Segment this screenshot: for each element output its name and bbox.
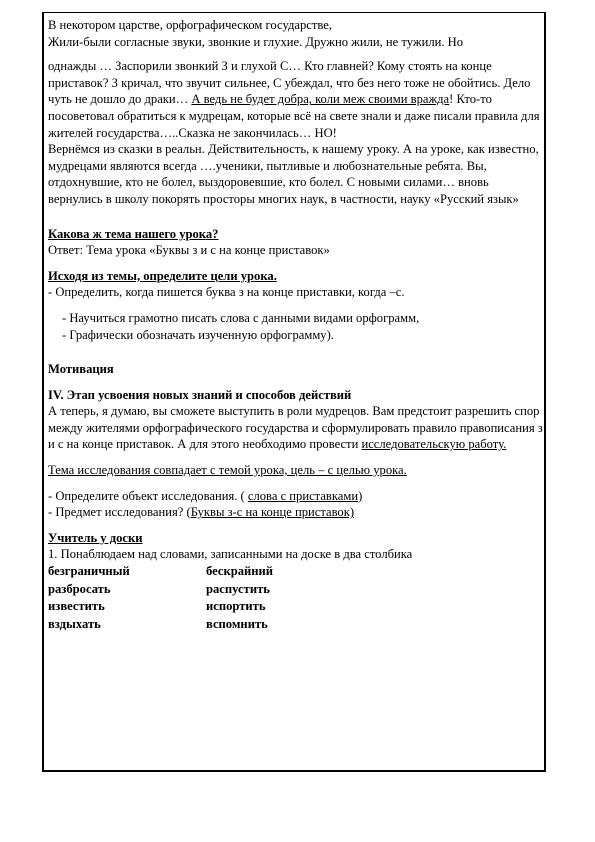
research-work: исследовательскую работу. <box>361 437 507 452</box>
teacher-heading: Учитель у доски <box>48 530 143 545</box>
research-object-answer: слова с приставками) <box>247 488 363 503</box>
word-item: испортить <box>206 599 266 614</box>
goal-3: - Графически обозначать изученную орфограмму). <box>62 327 334 342</box>
story-paragraph <box>48 58 543 141</box>
document-body <box>48 17 543 632</box>
word-item: распустить <box>206 581 270 596</box>
question-topic: Какова ж тема нашего урока? <box>48 226 219 241</box>
word-item: вздыхать <box>48 616 101 631</box>
research-subject-answer: Буквы з-с на конце приставок) <box>190 505 355 520</box>
question-goals: Исходя из темы, определите цели урока. <box>48 268 277 283</box>
word-columns <box>48 563 543 632</box>
stage-heading: IV. Этап усвоения новых знаний и способов действий <box>48 387 352 402</box>
research-object-label: - Определите объект исследования. ( <box>48 488 248 503</box>
goal-1: - Определить, когда пишется буква з на конце приставки, когда –с. <box>48 285 405 300</box>
research-object <box>48 488 543 505</box>
research-text: А теперь, я думаю, вы сможете выступить в роли мудрецов. Вам предстоит разрешить спор между жителями орфографического государства и сформулировать правило правописания з и с на конце приставок. А для этого необходимо провести <box>48 404 543 452</box>
word-item: вспомнить <box>206 616 268 631</box>
word-item: безграничный <box>48 564 130 579</box>
intro-line-2: Жили-были согласные звуки, звонкие и глухие. Дружно жили, не тужили. Но <box>48 34 464 49</box>
return-paragraph: Вернёмся из сказки в реальн. Действительность, к нашему уроку. А на уроке, как известно, мудрецами являются всегда ….ученики, пытливые и любознательные ребята. Вы, отдохнувшие, кто не болел, выздоровевшие, кто болел. С новыми силами… вновь вернулись в школу покорять просторы многих наук, в частности, науку «Русский язык» <box>48 142 539 206</box>
goal-2: - Научиться грамотно писать слова с данными видами орфограмм, <box>62 310 420 325</box>
story-proverb: А ведь не будет добра, коли меж своими вражда <box>191 92 450 107</box>
motivation-heading: Мотивация <box>48 362 114 377</box>
story-text-a: однажды … Заспорили звонкий З и глухой С… Кто главней? Кому стоять на конце приставок? З кричал, что звучит сильнее, С убеждал, что без него тоже не обойтись. Дело чуть не дошло до драки… <box>48 59 531 107</box>
answer-topic: Ответ: Тема урока «Буквы з и с на конце приставок» <box>48 243 330 258</box>
research-subject-label: - Предмет исследования? ( <box>48 505 191 520</box>
research-topic: Тема исследования совпадает с темой урока, цель – с целью урока. <box>48 463 407 478</box>
story-text-b: ! Кто-то посоветовал обратиться к мудрецам, которые всё на свете знали и даже писали правила для жителей государства…..Сказка не закончилась… НО! <box>48 92 540 140</box>
research-paragraph <box>48 403 543 453</box>
task-1: 1. Понаблюдаем над словами, записанными на доске в два столбика <box>48 547 413 562</box>
research-subject <box>48 504 543 521</box>
intro-line-1: В некотором царстве, орфографическом государстве, <box>48 18 332 32</box>
word-item: бескрайний <box>206 564 274 579</box>
word-item: известить <box>48 599 105 614</box>
word-item: разбросать <box>48 581 111 596</box>
